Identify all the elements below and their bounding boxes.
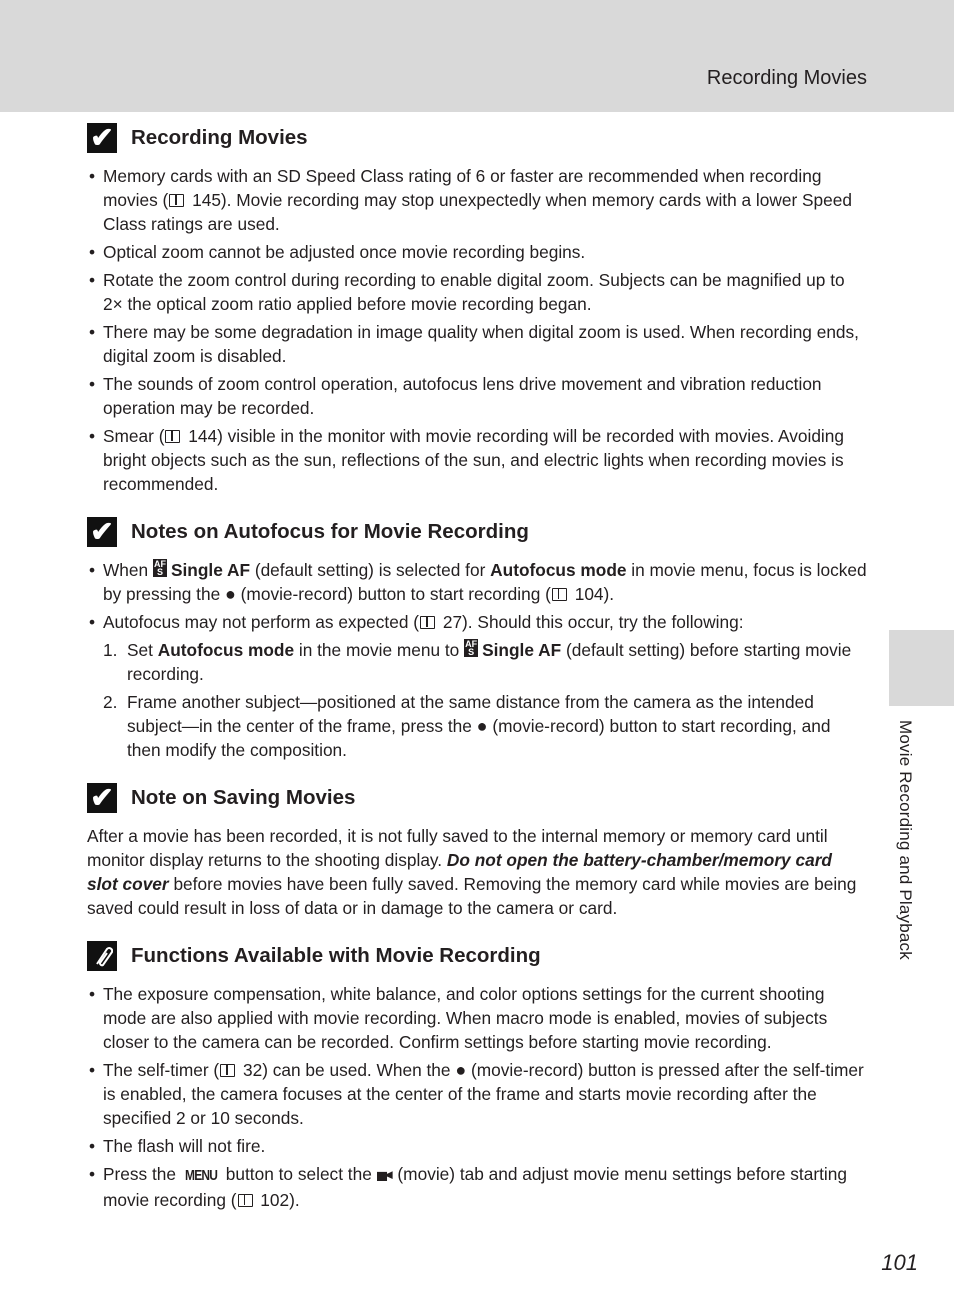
text-segment: Single AF	[170, 560, 251, 580]
list-item	[87, 982, 867, 1054]
header-title: Recording Movies	[706, 67, 867, 89]
book-icon	[238, 1194, 253, 1207]
text-segment: 144) visible in the monitor with movie recording will be recorded with movies. Avoiding bright objects such as the sun, reflections of the sun, and electric lights when recording movies is recommended.	[103, 426, 844, 494]
list-item	[87, 1162, 867, 1212]
list-item	[87, 610, 867, 634]
check-icon: ✔	[87, 123, 117, 153]
book-icon	[220, 1064, 235, 1077]
page-number: 101	[881, 1250, 918, 1275]
text-segment: There may be some degradation in image quality when digital zoom is used. When recording ends, digital zoom is disabled.	[103, 322, 859, 366]
text-segment: button to select the	[220, 1164, 377, 1184]
text-segment: The sounds of zoom control operation, autofocus lens drive movement and vibration reduction operation may be recorded.	[103, 374, 822, 418]
text-segment: Memory cards with an SD Speed Class rating of 6 or faster are recommended when recording movies (	[103, 166, 822, 210]
text-segment: Smear (	[103, 426, 165, 446]
list-item	[87, 240, 867, 264]
bullet-list	[87, 164, 867, 496]
section	[87, 512, 867, 762]
text-segment: 104).	[569, 584, 615, 604]
section-heading	[87, 512, 867, 552]
section-heading	[87, 936, 867, 976]
section	[87, 778, 867, 920]
section-title: Note on Saving Movies	[131, 786, 356, 809]
list-item	[87, 372, 867, 420]
bullet-list	[87, 558, 867, 634]
text-segment: After a movie has been recorded, it is not fully saved to the internal memory or memory card until monitor display returns to the shooting display.	[87, 826, 828, 870]
list-item	[87, 558, 867, 606]
text-segment: (movie-record) button to start recording, and then modify the composition.	[127, 716, 831, 760]
page-content	[87, 118, 867, 1228]
text-segment: Do not open the battery-chamber/memory card slot cover	[87, 850, 832, 894]
section-title: Recording Movies	[131, 126, 308, 149]
paperclip-icon	[87, 941, 117, 971]
section-heading	[87, 778, 867, 818]
text-segment: in the movie menu to	[294, 640, 465, 660]
text-segment: 145). Movie recording may stop unexpectedly when memory cards with a lower Speed Class ratings are used.	[103, 190, 852, 234]
text-segment: Autofocus mode	[157, 640, 295, 660]
text-segment: Press the	[103, 1164, 181, 1184]
section	[87, 118, 867, 496]
text-segment: 32) can be used. When the	[238, 1060, 456, 1080]
list-item	[87, 424, 867, 496]
section-heading	[87, 118, 867, 158]
record-icon: ●	[455, 1060, 467, 1080]
text-segment: Set	[127, 640, 158, 660]
side-chapter-label: Movie Recording and Playback	[896, 720, 915, 960]
book-icon	[169, 194, 184, 207]
text-segment: (movie) tab and adjust movie menu settings before starting movie recording (	[103, 1164, 847, 1210]
side-tab	[889, 630, 954, 706]
text-segment: Optical zoom cannot be adjusted once movie recording begins.	[103, 242, 586, 262]
text-segment: (default setting) is selected for	[250, 560, 491, 580]
af-s-icon: AF S	[153, 559, 166, 577]
text-segment: Frame another subject—positioned at the same distance from the camera as the intended subject—in the center of the frame, press the	[127, 692, 814, 736]
list-item	[87, 1058, 867, 1130]
text-segment: The exposure compensation, white balance, and color options settings for the current shooting mode are also applied with movie recording. When macro mode is enabled, movies of subjects closer to the camera can be recorded. Confirm settings before starting movie recording.	[103, 984, 828, 1052]
af-s-icon: AF S	[465, 639, 478, 657]
list-item	[87, 320, 867, 368]
text-segment: Autofocus may not perform as expected (	[103, 612, 420, 632]
text-segment: (movie-record) button is pressed after the self-timer is enabled, the camera focuses at the center of the frame and starts movie recording after the specified 2 or 10 seconds.	[103, 1060, 864, 1128]
text-segment: (default setting) before starting movie recording.	[127, 640, 852, 684]
text-segment: before movies have been fully saved. Removing the memory card while movies are being saved could result in loss of data or in damage to the camera or card.	[87, 874, 857, 918]
numbered-list	[87, 638, 867, 762]
text-segment: 27). Should this occur, try the following:	[438, 612, 744, 632]
paragraph	[87, 824, 867, 920]
text-segment: The self-timer (	[103, 1060, 220, 1080]
section-title: Functions Available with Movie Recording	[131, 944, 541, 967]
check-icon: ✔	[87, 783, 117, 813]
movie-icon	[377, 1168, 393, 1181]
page-header	[0, 0, 954, 112]
step-item	[87, 638, 867, 686]
text-segment: in movie menu, focus is locked by pressing the	[103, 560, 867, 604]
text-segment: Autofocus mode	[490, 560, 627, 580]
section	[87, 936, 867, 1212]
record-icon: ●	[225, 584, 236, 604]
step-item	[87, 690, 867, 762]
text-segment: Single AF	[482, 640, 562, 660]
text-segment: The flash will not fire.	[103, 1136, 266, 1156]
text-segment: When	[103, 560, 153, 580]
book-icon	[165, 430, 180, 443]
text-segment: 102).	[255, 1190, 300, 1210]
step-number: 1.	[103, 640, 118, 660]
check-icon: ✔	[87, 517, 117, 547]
record-icon: ●	[476, 716, 488, 736]
bullet-list	[87, 982, 867, 1212]
menu-icon: MENU	[184, 1167, 217, 1184]
book-icon	[552, 588, 567, 601]
text-segment: (movie-record) button to start recording (	[235, 584, 551, 604]
list-item	[87, 268, 867, 316]
list-item	[87, 164, 867, 236]
step-number: 2.	[103, 692, 118, 712]
book-icon	[420, 616, 435, 629]
text-segment: Rotate the zoom control during recording to enable digital zoom. Subjects can be magnified up to 2× the optical zoom ratio applied before movie recording began.	[103, 270, 845, 314]
list-item	[87, 1134, 867, 1158]
section-title: Notes on Autofocus for Movie Recording	[131, 520, 529, 543]
